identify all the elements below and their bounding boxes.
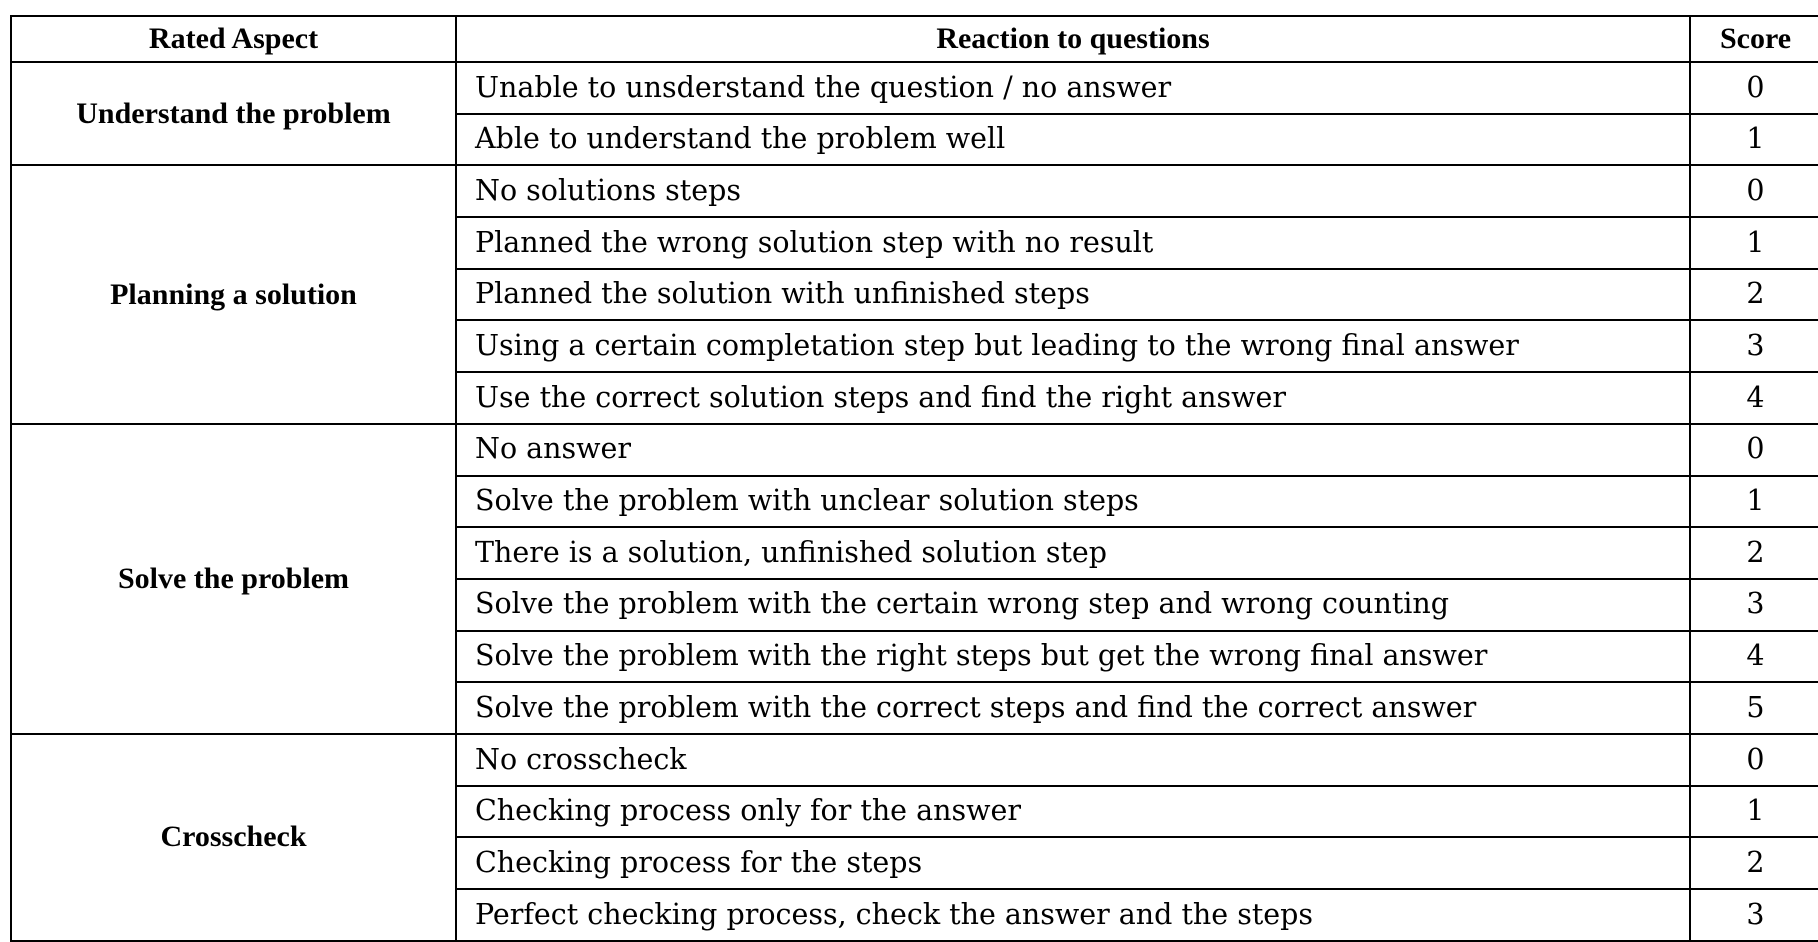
reaction-cell: Use the correct solution steps and find the right answer: [456, 372, 1690, 424]
reaction-cell: Planned the solution with unfinished steps: [456, 269, 1690, 321]
reaction-cell: Solve the problem with the correct steps and find the correct answer: [456, 682, 1690, 734]
score-cell: 1: [1690, 114, 1818, 166]
score-cell: 2: [1690, 837, 1818, 889]
reaction-cell: Perfect checking process, check the answer and the steps: [456, 889, 1690, 941]
reaction-cell: No crosscheck: [456, 734, 1690, 786]
reaction-cell: Solve the problem with the right steps but get the wrong final answer: [456, 631, 1690, 683]
reaction-cell: There is a solution, unfinished solution step: [456, 527, 1690, 579]
table-row: [11, 165, 1818, 217]
score-cell: 4: [1690, 372, 1818, 424]
reaction-cell: No answer: [456, 424, 1690, 476]
reaction-cell: Using a certain completation step but leading to the wrong final answer: [456, 320, 1690, 372]
rated-aspect-cell: Planning a solution: [11, 165, 456, 423]
reaction-cell: Checking process only for the answer: [456, 786, 1690, 838]
rated-aspect-cell: Understand the problem: [11, 62, 456, 165]
reaction-cell: Solve the problem with the certain wrong step and wrong counting: [456, 579, 1690, 631]
score-cell: 1: [1690, 786, 1818, 838]
header-reaction: Reaction to questions: [456, 16, 1690, 62]
score-cell: 0: [1690, 424, 1818, 476]
score-cell: 1: [1690, 217, 1818, 269]
header-rated-aspect: Rated Aspect: [11, 16, 456, 62]
score-cell: 3: [1690, 320, 1818, 372]
reaction-cell: Able to understand the problem well: [456, 114, 1690, 166]
reaction-cell: Unable to unsderstand the question / no answer: [456, 62, 1690, 114]
table-row: [11, 424, 1818, 476]
table-row: [11, 734, 1818, 786]
reaction-cell: Checking process for the steps: [456, 837, 1690, 889]
score-cell: 1: [1690, 476, 1818, 528]
score-cell: 0: [1690, 734, 1818, 786]
table-body: [11, 62, 1818, 941]
reaction-cell: No solutions steps: [456, 165, 1690, 217]
reaction-cell: Planned the wrong solution step with no result: [456, 217, 1690, 269]
score-cell: 3: [1690, 889, 1818, 941]
header-score: Score: [1690, 16, 1818, 62]
score-cell: 0: [1690, 165, 1818, 217]
score-cell: 2: [1690, 269, 1818, 321]
score-cell: 2: [1690, 527, 1818, 579]
rated-aspect-cell: Crosscheck: [11, 734, 456, 941]
rated-aspect-cell: Solve the problem: [11, 424, 456, 734]
header-row: [11, 16, 1818, 62]
rubric-table: [10, 15, 1818, 942]
score-cell: 0: [1690, 62, 1818, 114]
score-cell: 5: [1690, 682, 1818, 734]
score-cell: 3: [1690, 579, 1818, 631]
reaction-cell: Solve the problem with unclear solution steps: [456, 476, 1690, 528]
score-cell: 4: [1690, 631, 1818, 683]
table-row: [11, 62, 1818, 114]
